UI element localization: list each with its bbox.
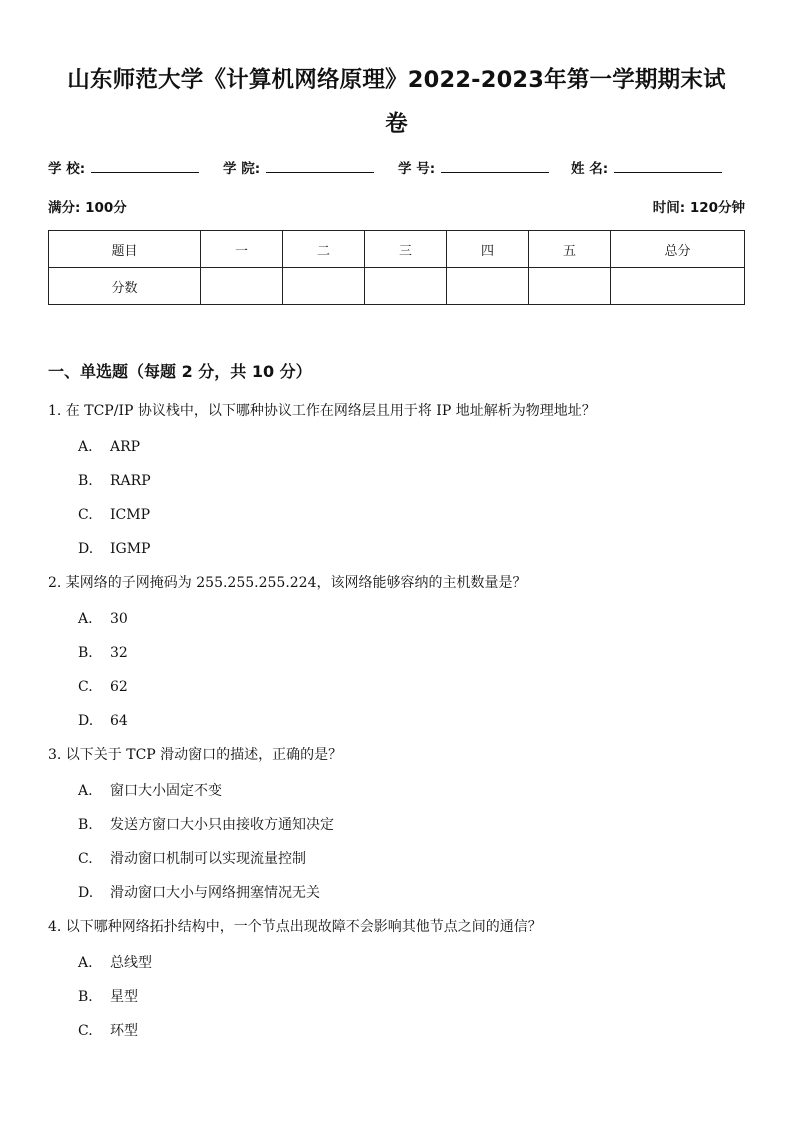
grade-table xyxy=(48,230,745,305)
option-text: 64 xyxy=(110,713,128,729)
option xyxy=(48,438,748,472)
grade-header-cell: 五 xyxy=(529,231,611,268)
question-text: 4. 以下哪种网络拓扑结构中，一个节点出现故障不会影响其他节点之间的通信？ xyxy=(48,919,542,935)
option-text: 窗口大小固定不变 xyxy=(110,783,222,799)
grade-table-header-row xyxy=(49,231,745,268)
score-cell[interactable] xyxy=(365,268,447,305)
exam-title-line-1: 山东师范大学《计算机网络原理》2022-2023年第一学期期末试 xyxy=(67,67,726,93)
question-text: 1. 在 TCP/IP 协议栈中，以下哪种协议工作在网络层且用于将 IP 地址解析为物理地址？ xyxy=(48,403,596,419)
option-label: D. xyxy=(78,885,94,901)
option-label: D. xyxy=(78,541,94,557)
option-label: A. xyxy=(78,955,93,971)
option xyxy=(48,644,748,678)
score-row-label: 分数 xyxy=(49,268,201,305)
option-text: ICMP xyxy=(110,507,150,523)
option xyxy=(48,884,748,918)
college-field xyxy=(223,157,374,177)
name-field xyxy=(571,157,722,177)
option-label: C. xyxy=(78,1023,93,1039)
exam-title-line-2: 卷 xyxy=(385,111,408,137)
option-text: 32 xyxy=(110,645,128,661)
college-blank[interactable] xyxy=(266,159,374,173)
option xyxy=(48,1022,748,1056)
score-cell[interactable] xyxy=(447,268,529,305)
option-label: B. xyxy=(78,473,93,489)
grade-header-cell: 二 xyxy=(283,231,365,268)
option-text: RARP xyxy=(110,473,151,489)
grade-header-cell: 三 xyxy=(365,231,447,268)
option-label: C. xyxy=(78,851,93,867)
option-label: B. xyxy=(78,989,93,1005)
exam-time: 时间: 120分钟 xyxy=(652,200,745,216)
option-text: 星型 xyxy=(110,989,138,1005)
option-label: D. xyxy=(78,713,94,729)
option xyxy=(48,610,748,644)
school-label: 学 校: xyxy=(48,161,86,177)
score-cell[interactable] xyxy=(611,268,745,305)
option-label: B. xyxy=(78,645,93,661)
student-no-label: 学 号: xyxy=(398,161,436,177)
name-blank[interactable] xyxy=(614,159,722,173)
option-text: 总线型 xyxy=(110,955,152,971)
name-label: 姓 名: xyxy=(571,161,609,177)
option xyxy=(48,712,748,746)
grade-table-score-row xyxy=(49,268,745,305)
student-no-field xyxy=(398,157,549,177)
option xyxy=(48,678,748,712)
full-score: 满分: 100分 xyxy=(48,200,127,216)
option-text: 发送方窗口大小只由接收方通知决定 xyxy=(110,817,334,833)
question-text: 3. 以下关于 TCP 滑动窗口的描述，正确的是？ xyxy=(48,747,343,763)
exam-title xyxy=(48,58,745,146)
option xyxy=(48,506,748,540)
option-text: 滑动窗口大小与网络拥塞情况无关 xyxy=(110,885,320,901)
option xyxy=(48,782,748,816)
school-field xyxy=(48,157,199,177)
option xyxy=(48,540,748,574)
score-cell[interactable] xyxy=(283,268,365,305)
score-cell[interactable] xyxy=(201,268,283,305)
option-label: B. xyxy=(78,817,93,833)
option-label: C. xyxy=(78,507,93,523)
student-info-line xyxy=(48,157,745,177)
option xyxy=(48,954,748,988)
option-label: A. xyxy=(78,611,93,627)
option-label: A. xyxy=(78,439,93,455)
option xyxy=(48,472,748,506)
score-cell[interactable] xyxy=(529,268,611,305)
option xyxy=(48,988,748,1022)
question-list xyxy=(48,402,748,1056)
option-text: 滑动窗口机制可以实现流量控制 xyxy=(110,851,306,867)
question-text: 2. 某网络的子网掩码为 255.255.255.224，该网络能够容纳的主机数量是？ xyxy=(48,575,527,591)
option-label: C. xyxy=(78,679,93,695)
grade-header-cell: 一 xyxy=(201,231,283,268)
grade-header-cell: 题目 xyxy=(49,231,201,268)
option-text: 62 xyxy=(110,679,128,695)
option-text: 30 xyxy=(110,611,128,627)
grade-header-cell: 四 xyxy=(447,231,529,268)
option-text: 环型 xyxy=(110,1023,138,1039)
college-label: 学 院: xyxy=(223,161,261,177)
option xyxy=(48,816,748,850)
option-text: IGMP xyxy=(110,541,151,557)
option-label: A. xyxy=(78,783,93,799)
option-text: ARP xyxy=(110,439,141,455)
option xyxy=(48,850,748,884)
student-no-blank[interactable] xyxy=(441,159,549,173)
grade-header-cell: 总分 xyxy=(611,231,745,268)
section-title: 一、单选题（每题 2 分，共 10 分） xyxy=(48,362,312,381)
school-blank[interactable] xyxy=(91,159,199,173)
